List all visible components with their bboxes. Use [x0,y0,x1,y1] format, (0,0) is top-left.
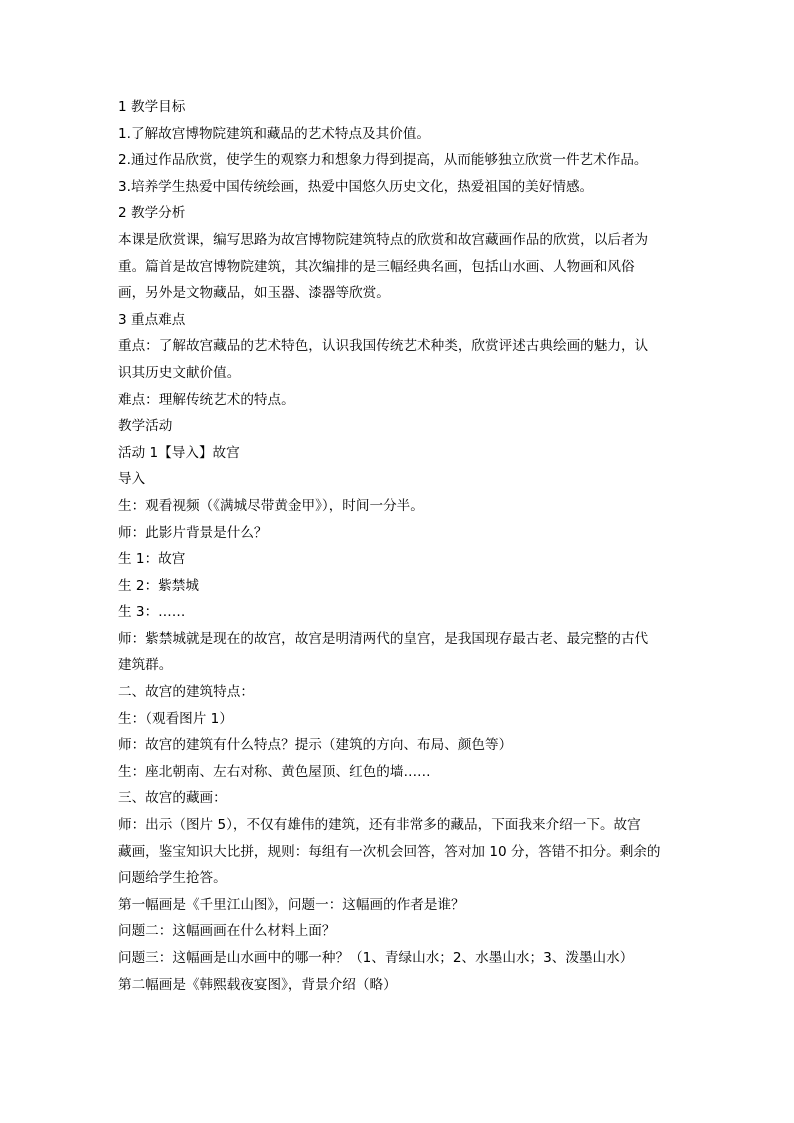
section-heading-objectives: 1 教学目标 [118,99,186,115]
dialogue-line: 生 1：故宫 [118,551,186,568]
dialogue-line: 建筑群。 [118,657,173,674]
analysis-paragraph-line: 画，另外是文物藏品，如玉器、漆器等欣赏。 [118,285,390,302]
dialogue-line: 师：紫禁城就是现在的故宫，故宫是明清两代的皇宫，是我国现存最古老、最完整的古代 [118,630,649,647]
analysis-paragraph-line: 重。篇首是故宫博物院建筑，其次编排的是三幅经典名画，包括山水画、人物画和风俗 [118,258,635,275]
dialogue-line: 生 3：…… [118,604,186,621]
section-heading-analysis: 2 教学分析 [118,205,186,222]
document-page [118,94,678,998]
section-heading-activities: 教学活动 [118,418,173,435]
key-point-line: 重点：了解故宫藏品的艺术特色，认识我国传统艺术种类，欣赏评述古典绘画的魅力，认 [118,338,649,355]
dialogue-line: 生：座北朝南、左右对称、黄色屋顶、红色的墙…… [118,763,431,780]
question-line: 第一幅画是《千里江山图》，问题一：这幅画的作者是谁？ [118,896,465,913]
dialogue-line: 藏画，鉴宝知识大比拼，规则：每组有一次机会回答，答对加 10 分，答错不扣分。剩余的 [118,843,661,860]
question-line: 问题三：这幅画是山水画中的哪一种？（1、青绿山水；2、水墨山水；3、泼墨山水） [118,950,634,966]
dialogue-line: 生：观看视频（《满城尽带黄金甲》），时间一分半。 [118,497,424,514]
objective-item-1: 1.了解故宫博物院建筑和藏品的艺术特点及其价值。 [118,125,431,142]
key-point-line: 识其历史文献价值。 [118,364,241,381]
dialogue-line: 师：出示（图片 5），不仅有雄伟的建筑，还有非常多的藏品，下面我来介绍一下。故宫 [118,817,641,834]
objective-item-3: 3.培养学生热爱中国传统绘画，热爱中国悠久历史文化，热爱祖国的美好情感。 [118,178,594,195]
dialogue-line: 师：此影片背景是什么？ [118,524,268,541]
question-line: 问题二：这幅画画在什么材料上面？ [118,923,336,940]
dialogue-line: 问题给学生抢答。 [118,870,227,887]
subsection-heading-paintings: 三、故宫的藏画： [118,790,227,807]
difficulty-line: 难点：理解传统艺术的特点。 [118,391,295,408]
subsection-heading-architecture: 二、故宫的建筑特点： [118,684,254,701]
objective-item-2: 2.通过作品欣赏，使学生的观察力和想象力得到提高，从而能够独立欣赏一件艺术作品。 [118,152,648,169]
section-heading-key-points: 3 重点难点 [118,311,186,328]
dialogue-line: 生：（观看图片 1） [118,710,233,727]
dialogue-line: 生 2：紫禁城 [118,577,199,594]
question-line: 第二幅画是《韩熙载夜宴图》，背景介绍（略） [118,976,397,993]
activity-subheading: 导入 [118,471,146,488]
activity-title: 活动 1【导入】故宫 [118,444,240,461]
dialogue-line: 师：故宫的建筑有什么特点？提示（建筑的方向、布局、颜色等） [118,737,513,754]
analysis-paragraph-line: 本课是欣赏课，编写思路为故宫博物院建筑特点的欣赏和故宫藏画作品的欣赏，以后者为 [118,231,649,248]
